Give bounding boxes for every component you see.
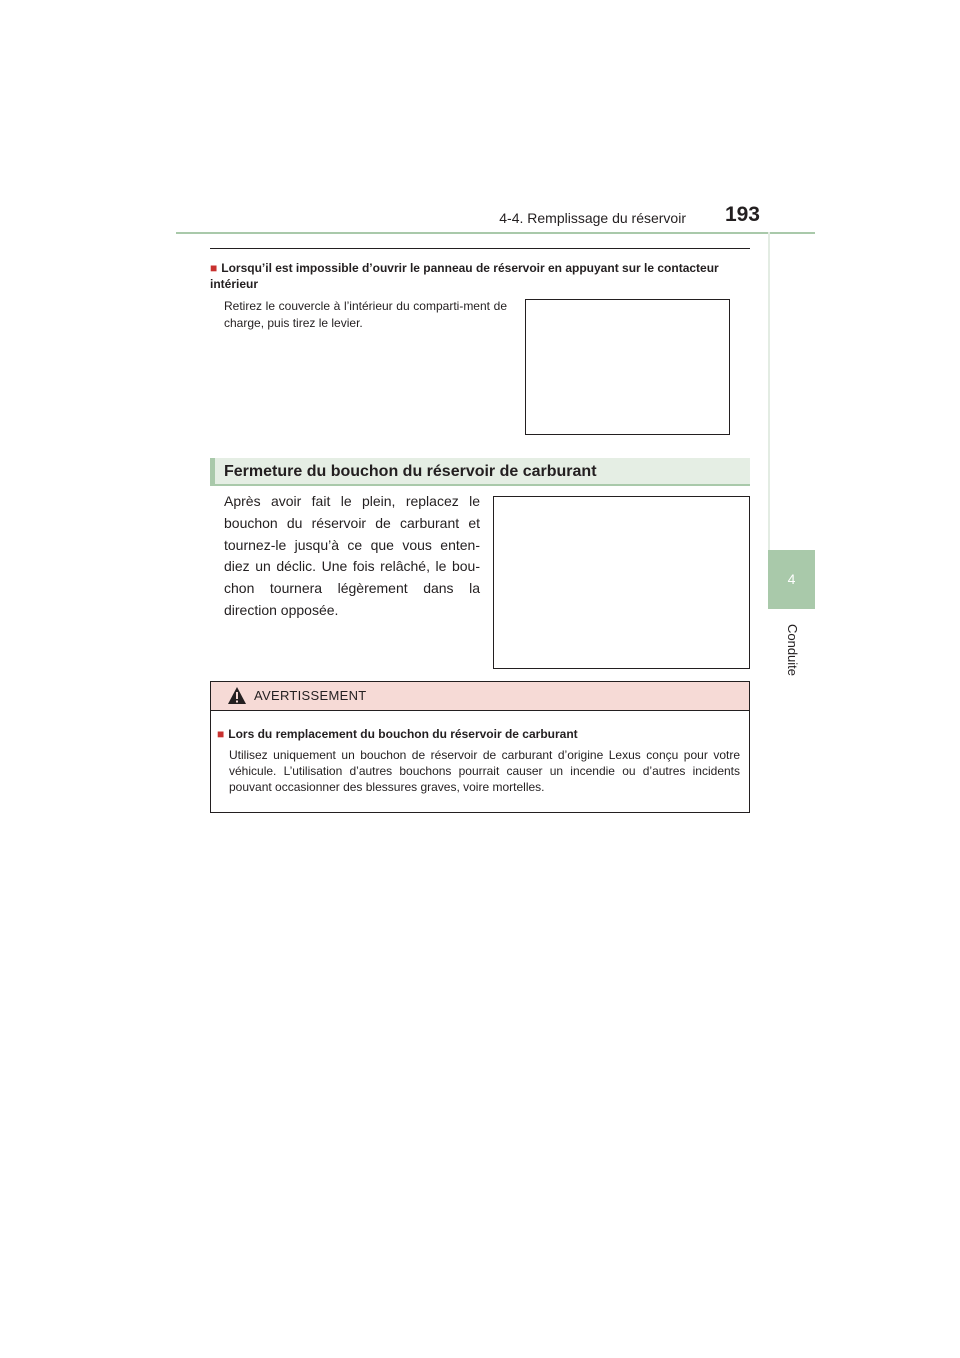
square-bullet-icon: ■ bbox=[217, 727, 225, 741]
chapter-tab bbox=[768, 550, 815, 609]
square-bullet-icon: ■ bbox=[210, 261, 218, 275]
content-top-rule bbox=[210, 248, 750, 249]
subsection-body: Retirez le couvercle à l’intérieur du comparti-ment de charge, puis tirez le levier. bbox=[224, 299, 507, 330]
warning-subheading bbox=[217, 726, 742, 742]
illustration-fuel-cap bbox=[493, 496, 750, 669]
header-rule bbox=[176, 232, 815, 234]
subsection-title: Lorsqu’il est impossible d’ouvrir le panneau de réservoir en appuyant sur le contacteur intérieur bbox=[210, 261, 719, 291]
chapter-number: 4 bbox=[787, 571, 796, 587]
side-tab-divider bbox=[768, 232, 816, 550]
chapter-label: Conduite bbox=[785, 623, 800, 677]
illustration-lever bbox=[525, 299, 730, 435]
warning-subtitle: Lors du remplacement du bouchon du réservoir de carburant bbox=[228, 727, 578, 741]
page-number: 193 bbox=[724, 203, 760, 226]
section-title: Fermeture du bouchon du réservoir de carburant bbox=[224, 463, 597, 480]
warning-title: AVERTISSEMENT bbox=[254, 688, 367, 703]
warning-body: Utilisez uniquement un bouchon de réservoir de carburant d’origine Lexus conçu pour votre véhicule. L’utilisation d’autres bouchons pourrait causer un incendie ou d’autres incidents pouvant occasionner des blessures graves, voire mortelles. bbox=[229, 748, 740, 794]
running-header-section: 4-4. Remplissage du réservoir bbox=[499, 210, 686, 226]
subsection-heading bbox=[210, 260, 755, 292]
section-header-bar bbox=[210, 458, 215, 486]
warning-triangle-icon bbox=[227, 686, 247, 705]
section-body: Après avoir fait le plein, replacez le bouchon du réservoir de carburant et tournez-le jusqu’à ce que vous enten-diez un déclic. Une fois relâché, le bou-chon tournera légèrement dans la direction opposée. bbox=[224, 493, 480, 618]
